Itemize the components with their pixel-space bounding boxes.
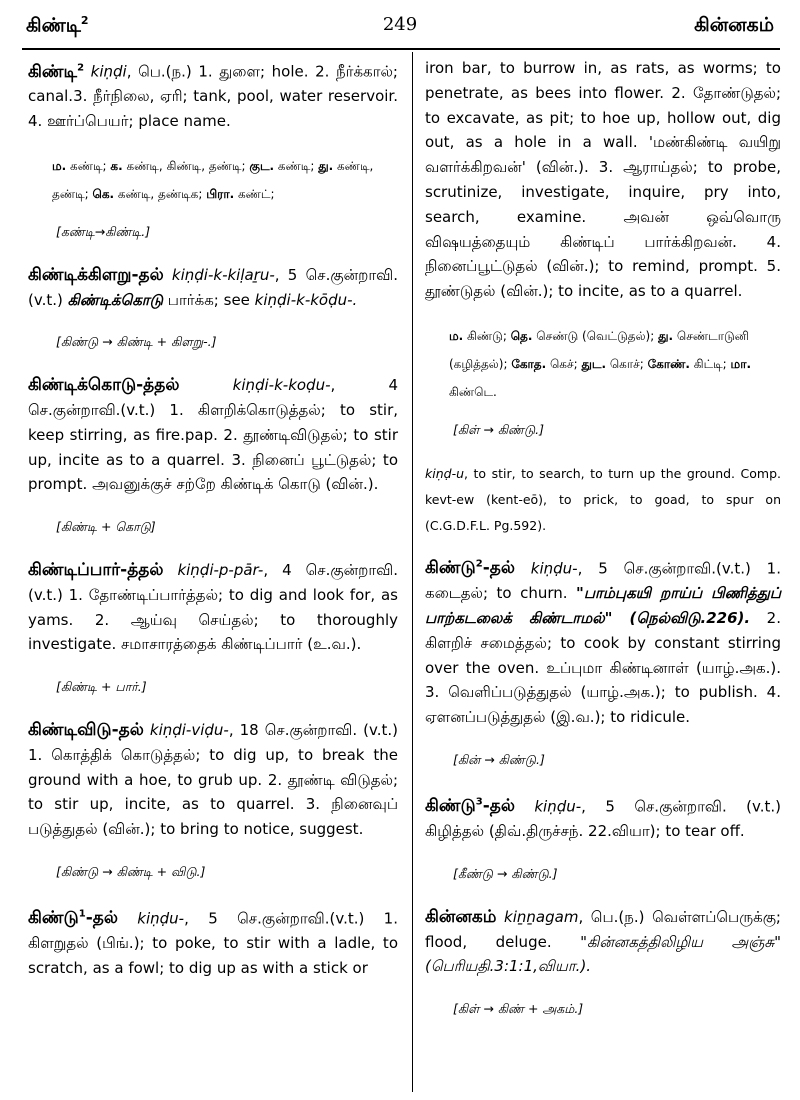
- transliteration: kiṇḍu-: [514, 559, 578, 578]
- headword: கிண்டிவிடு-தல்: [28, 720, 144, 740]
- cross-reference: கிண்டிக்கொடு: [67, 290, 164, 309]
- headword: கிண்டிக்கிளறு-தல்: [28, 264, 164, 285]
- etymology: [கிண்டு → கிண்டி + கிளறு-.]: [56, 334, 217, 350]
- transliteration: kiṇḍi: [90, 62, 127, 81]
- etymology: [கிண்டி + பார்.]: [56, 679, 147, 695]
- page-number: 249: [382, 14, 418, 35]
- entry-kinnagam: கின்னகம் kiṉṉagam, பெ.(ந.) வெள்ளப்பெருக்கு; flood, deluge. "கின்னகத்திலிழிய அஞ்சு" (பெரியதி.3:1:1,வியா.).: [425, 906, 781, 976]
- column-divider: [412, 52, 413, 1092]
- cognates: ம. கிண்டு; தெ. செண்டு (வெட்டுதல்); து. செண்டாடுனி (கழித்தல்); கோத. கெச்; துட. கொச்; கோண். கிட்டி; மா. கிண்டெ.: [449, 328, 752, 399]
- right-column: [425, 56, 781, 1040]
- running-head-left: கிண்டி$^2$: [26, 14, 89, 37]
- entry-kindi-2: கிண்டி$^2$ kiṇḍi, பெ.(ந.) 1. துளை; hole. 2. நீர்க்கால்; canal.3. நீர்நிலை, ஏரி; tank, pool, water reservoir. 4. ஊர்ப்பெயர்; place name.: [28, 61, 398, 131]
- headword: கிண்டி$^2$: [28, 61, 85, 82]
- transliteration: kiṇḍi-k-koḍu-: [179, 376, 331, 395]
- quotation: "பாம்புகயி றாய்ப் பிணித்துப் பாற்கடலைக் கிண்டாமல்" (நெல்விடு.226).: [425, 584, 781, 628]
- headword: கிண்டு$^3$-தல்: [425, 796, 515, 817]
- header-rule: [22, 48, 780, 50]
- running-head-right: கின்னகம்: [694, 14, 774, 36]
- headword: கிண்டிக்கொடு-த்தல்: [28, 375, 180, 396]
- page-header: [0, 0, 800, 50]
- entry-kindikkodu: கிண்டிக்கொடு-த்தல் kiṇḍi-k-koḍu-, 4 செ.குன்றாவி.(v.t.) 1. கிளறிக்கொடுத்தல்; to stir, keep stirring, as fire.pap. 2. தூண்டிவிடுதல்; to stir up, incite as to a quarrel. 3. நினைப் பூட்டுதல்; to prompt. அவனுக்குச் சற்றே கிண்டிக் கொடு (வின்.).: [28, 375, 398, 494]
- transliteration: kiṇḍu-: [514, 797, 582, 816]
- headword: கின்னகம்: [425, 906, 497, 927]
- entry-kindikkilaru: கிண்டிக்கிளறு-தல் kiṇḍi-k-kiḷaṟu-, 5 செ.குன்றாவி. (v.t.) கிண்டிக்கொடு பார்க்க; see kiṇḍi-k-kōḍu-.: [28, 264, 398, 309]
- etymology: [கிண்டி + கொடு]: [56, 519, 156, 535]
- entry-kindu-1-continued: iron bar, to burrow in, as rats, as worms; to penetrate, as bees into flower. 2. தோண்டுதல்; to excavate, as pit; to hoe up, hollow out, dig out, as a hole in a wall. 'மண்கிண்டி வயிறு வளர்க்கிறவன்' (வின்.). 3. ஆராய்தல்; to probe, scrutinize, investigate, inquire, pry into, search, examine. அவன் ஒவ்வொரு விஷயத்தையும் கிண்டிப் பார்க்கிறவன். 4. நினைப்பூட்டுதல் (வின்.); to remind, prompt. 5. தூண்டுதல் (வின்.); to incite, as to a quarrel.: [425, 59, 781, 301]
- entry-kindu-2: கிண்டு$^2$-தல் kiṇḍu-, 5 செ.குன்றாவி.(v.t.) 1. கடைதல்; to churn. "பாம்புகயி றாய்ப் பிணித்துப் பாற்கடலைக் கிண்டாமல்" (நெல்விடு.226). 2. கிளறிச் சமைத்தல்; to cook by constant stirring over the oven. உப்புமா கிண்டினாள் (யாழ்.அக.). 3. வெளிப்படுத்துதல் (யாழ்.அக.); to publish. 4. ஏளனப்படுத்துதல் (இ.வ.); to ridicule.: [425, 558, 781, 727]
- etymology: [கிள் → கிண் + அகம்.]: [453, 1001, 584, 1017]
- entry-kindu-3: கிண்டு$^3$-தல் kiṇḍu-, 5 செ.குன்றாவி. (v.t.) கிழித்தல் (திவ்.திருச்சந். 22.வியா); to tear off.: [425, 796, 781, 841]
- entry-kindu-1: கிண்டு$^1$-தல் kiṇḍu-, 5 செ.குன்றாவி.(v.t.) 1. கிளறுதல் (பிங்.); to poke, to stir with a ladle, to scratch, as a fowl; to dig up as with a stick or: [28, 908, 398, 978]
- cognates: ம. கண்டி; க. கண்டி, கிண்டி, தண்டி; குட. கண்டி; து. கண்டி, தண்டி; கெ. கண்டி, தண்டிக; பிரா. கண்ட்;: [52, 159, 374, 202]
- entry-kindividu: கிண்டிவிடு-தல் kiṇḍi-viḍu-, 18 செ.குன்றாவி. (v.t.) 1. கொத்திக் கொடுத்தல்; to dig up, to break the ground with a hoe, to grub up. 2. தூண்டி விடுதல்; to stir up, incite, as to quarrel. 3. நினைவுப் படுத்துதல் (வின்.); to bring to notice, suggest.: [28, 720, 398, 839]
- entry-kindippar: கிண்டிப்பார்-த்தல் kiṇḍi-p-pār-, 4 செ.குன்றாவி. (v.t.) 1. தோண்டிப்பார்த்தல்; to dig and look for, as yams. 2. ஆய்வு செய்தல்; to thoroughly investigate. சமாசாரத்தைக் கிண்டிப்பார் (உ.வ.).: [28, 560, 399, 654]
- headword: கிண்டு$^2$-தல்: [425, 558, 515, 579]
- transliteration: kiṇḍu-: [117, 909, 185, 928]
- transliteration: kiṇḍi-viḍu-: [143, 721, 229, 739]
- etymology: [கிண்டு → கிண்டி + விடு.]: [56, 863, 206, 879]
- etymology: [கண்டி→கிண்டி.]: [56, 224, 151, 240]
- transliteration: kiṇḍi-k-kiḷaṟu-: [163, 265, 275, 284]
- comparative-note: kiṇḍ-u, to stir, to search, to turn up the ground. Comp. kevt-ew (kent-eō), to prick, to goad, to spur on (C.G.D.F.L. Pg.592).: [425, 465, 781, 533]
- etymology: [கிள் → கிண்டு.]: [453, 421, 544, 437]
- transliteration: kiṉṉagam: [496, 907, 579, 926]
- transliteration: kiṇḍi-p-pār-: [163, 561, 264, 580]
- headword: கிண்டு$^1$-தல்: [28, 908, 118, 929]
- headword: கிண்டிப்பார்-த்தல்: [28, 560, 164, 581]
- left-column: [28, 56, 398, 999]
- etymology: [கின் → கிண்டு.]: [453, 752, 545, 767]
- quotation: "கின்னகத்திலிழிய அஞ்சு" (பெரியதி.3:1:1,வியா.).: [425, 932, 781, 976]
- etymology: [கீண்டு → கிண்டு.]: [453, 866, 558, 882]
